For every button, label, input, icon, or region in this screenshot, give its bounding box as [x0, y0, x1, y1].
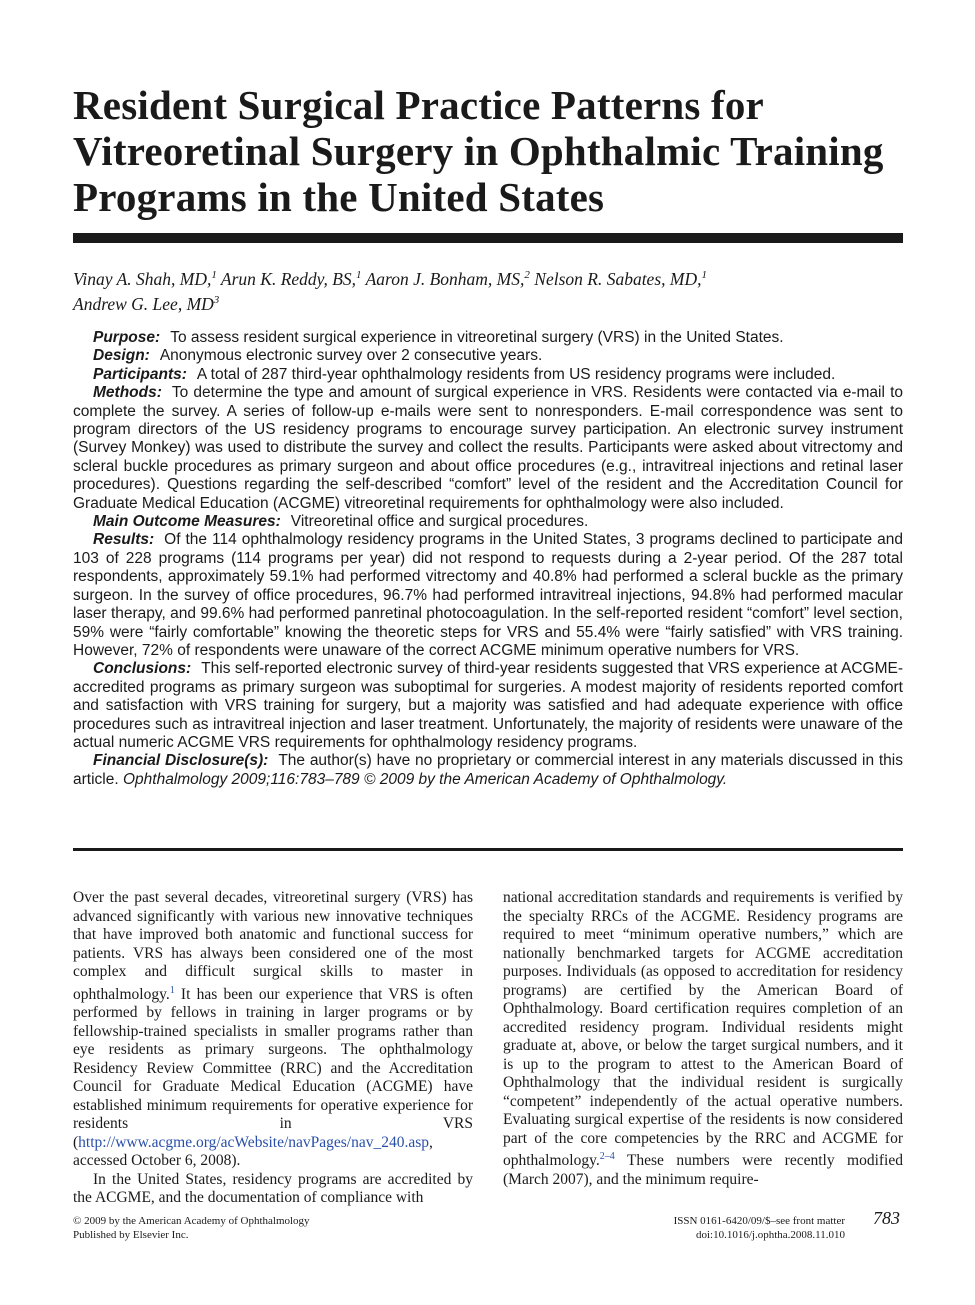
author: Vinay A. Shah, MD,$^1$ — [73, 268, 217, 289]
publisher-name: Published by Elsevier Inc. — [73, 1229, 189, 1241]
body-column-right — [503, 889, 903, 1189]
abstract-results: Results: Of the 114 ophthalmology residency programs in the United States, 3 programs declined to participate and 103 of 228 programs (114 programs per year) did not respond to requests during a 2-year period. Of the 287 total respondents, approximately 59.1% had performed vitrectomy and 40.8% had performed a scleral buckle as the primary surgeon. In the survey of office procedures, 96.7% had performed intravitreal injections, 94.8% had performed macular laser therapy, and 99.6% had performed panretinal photocoagulation. In the self-reported resident “comfort” level section, 59% were “fairly comfortable” knowing the theoretic steps for VRS and 55.4% were “fairly satisfied” with VRS training. However, 72% of respondents were unaware of the correct ACGME minimum operative numbers for VRS. — [73, 531, 903, 659]
footer-publisher-info — [73, 1214, 310, 1242]
author: Aaron J. Bonham, MS,$^2$ — [365, 268, 530, 289]
abstract-purpose: Purpose: To assess resident surgical experience in vitreoretinal surgery (VRS) in the United States. — [93, 329, 784, 346]
abstract-financial-disclosure: Financial Disclosure(s): The author(s) have no proprietary or commercial interest in any materials discussed in this article. Ophthalmology 2009;116:783–789 © 2009 by the American Academy of Ophthalmology. — [73, 752, 903, 788]
body-paragraph: In the United States, residency programs are accredited by the ACGME, and the documentation of compliance with — [73, 1170, 473, 1207]
affiliation-mark: 3 — [213, 293, 220, 306]
journal-citation: Ophthalmology 2009;116:783–789 © 2009 by the American Academy of Ophthalmology. — [122, 770, 728, 788]
author: Arun K. Reddy, BS,$^1$ — [220, 268, 362, 289]
affiliation-mark: 1 — [211, 269, 217, 281]
body-paragraph: Over the past several decades, vitreoretinal surgery (VRS) has advanced significantly with various new innovative techniques that have improved both anatomic and functional success for patients. VRS has always been considered one of the most complex and difficult surgical skills to master in ophthalmology.$^1$ It has been our experience that VRS is often performed by fellows in training in larger programs or by fellowship-trained specialists in smaller programs rather than eye residents as primary surgeons. The ophthalmology Residency Review Committee (RRC) and the Accreditation Council for Graduate Medical Education (ACGME) have established minimum requirements for operative experience for residents in VRS (http://www.acgme.org/acWebsite/navPages/nav_240.asp, accessed October 6, 2008). — [73, 889, 473, 1170]
title-divider — [73, 233, 903, 243]
footer-identifiers — [600, 1214, 845, 1242]
body-column-left — [73, 889, 473, 1208]
article-title: Resident Surgical Practice Patterns for Vitreoretinal Surgery in Ophthalmic Training Programs in the United States — [73, 82, 884, 220]
abstract-outcome-measures: Main Outcome Measures: Vitreoretinal office and surgical procedures. — [93, 513, 589, 531]
abstract-divider — [73, 848, 903, 851]
reference-link[interactable]: 1 — [169, 984, 175, 996]
doi: doi:10.1016/j.ophtha.2008.11.010 — [695, 1229, 845, 1241]
author-list — [73, 265, 903, 315]
body-paragraph: national accreditation standards and requirements is verified by the specialty RRCs of the ACGME. Residency programs are required to meet “minimum operative numbers,” which are nationally benchmarked targets for ACGME accreditation purposes. Individuals (as opposed to accreditation for residency programs) are certified by the American Board of Ophthalmology. Board certification requires completion of an accredited residency program. Individual residents might graduate at, above, or below the target surgical numbers, and it is up to the program to attest to the American Board of Ophthalmology that the individual resident is surgically “competent” independently of the actual operative numbers. Evaluating surgical expertise of the residents is now considered part of the core competencies by the RRC and ACGME for ophthalmology.$^{2-4}$ These numbers were recently modified (March 2007), and the minimum require- — [503, 889, 903, 1188]
page-number: 783 — [873, 1208, 900, 1228]
affiliation-mark: 1 — [701, 269, 707, 281]
abstract-conclusions: Conclusions: This self-reported electronic survey of third-year residents suggested that VRS experience at ACGME-accredited programs as primary surgeon was suboptimal for surgeries. A modest majority of residents reported comfort and satisfaction with VRS training for surgery, but a majority was satisfied and had adequate experience with office procedures such as intravitreal injection and laser treatment. Unfortunately, the majority of residents were unaware of the actual numeric ACGME VRS requirements for ophthalmology residency programs. — [73, 660, 903, 751]
copyright-notice: © 2009 by the American Academy of Ophthalmology — [73, 1215, 310, 1227]
affiliation-mark: 2 — [524, 269, 530, 281]
abstract-methods: Methods: To determine the type and amount of surgical experience in VRS. Residents were contacted via e-mail to complete the survey. A series of follow-up e-mails were sent to nonresponders. E-mail correspondence was sent to program directors of the US residency programs to encourage survey participation. An electronic survey instrument (Survey Monkey) was used to distribute the survey and collect the results. Participants were asked about vitrectomy and scleral buckle procedures as primary surgeon and about office procedures (e.g., intravitreal injections and retinal laser procedures). Questions regarding the self-described “comfort” level of the resident and the Accreditation Council for Graduate Medical Education (ACGME) vitreoretinal requirements for ophthalmology were also included. — [73, 384, 903, 512]
abstract — [73, 329, 903, 789]
author: Nelson R. Sabates, MD,$^1$ — [534, 268, 707, 289]
acgme-url-link[interactable]: http://www.acgme.org/acWebsite/navPages/nav_240.asp — [78, 1133, 430, 1151]
abstract-design: Design: Anonymous electronic survey over 2 consecutive years. — [93, 347, 543, 365]
affiliation-mark: 1 — [356, 269, 362, 281]
reference-link[interactable]: 2–4 — [599, 1151, 615, 1162]
issn: ISSN 0161-6420/09/$–see front matter — [673, 1215, 845, 1227]
abstract-participants: Participants: A total of 287 third-year ophthalmology residents from US residency programs were included. — [93, 365, 836, 383]
author: Andrew G. Lee, $MD^3$ — [73, 293, 220, 314]
